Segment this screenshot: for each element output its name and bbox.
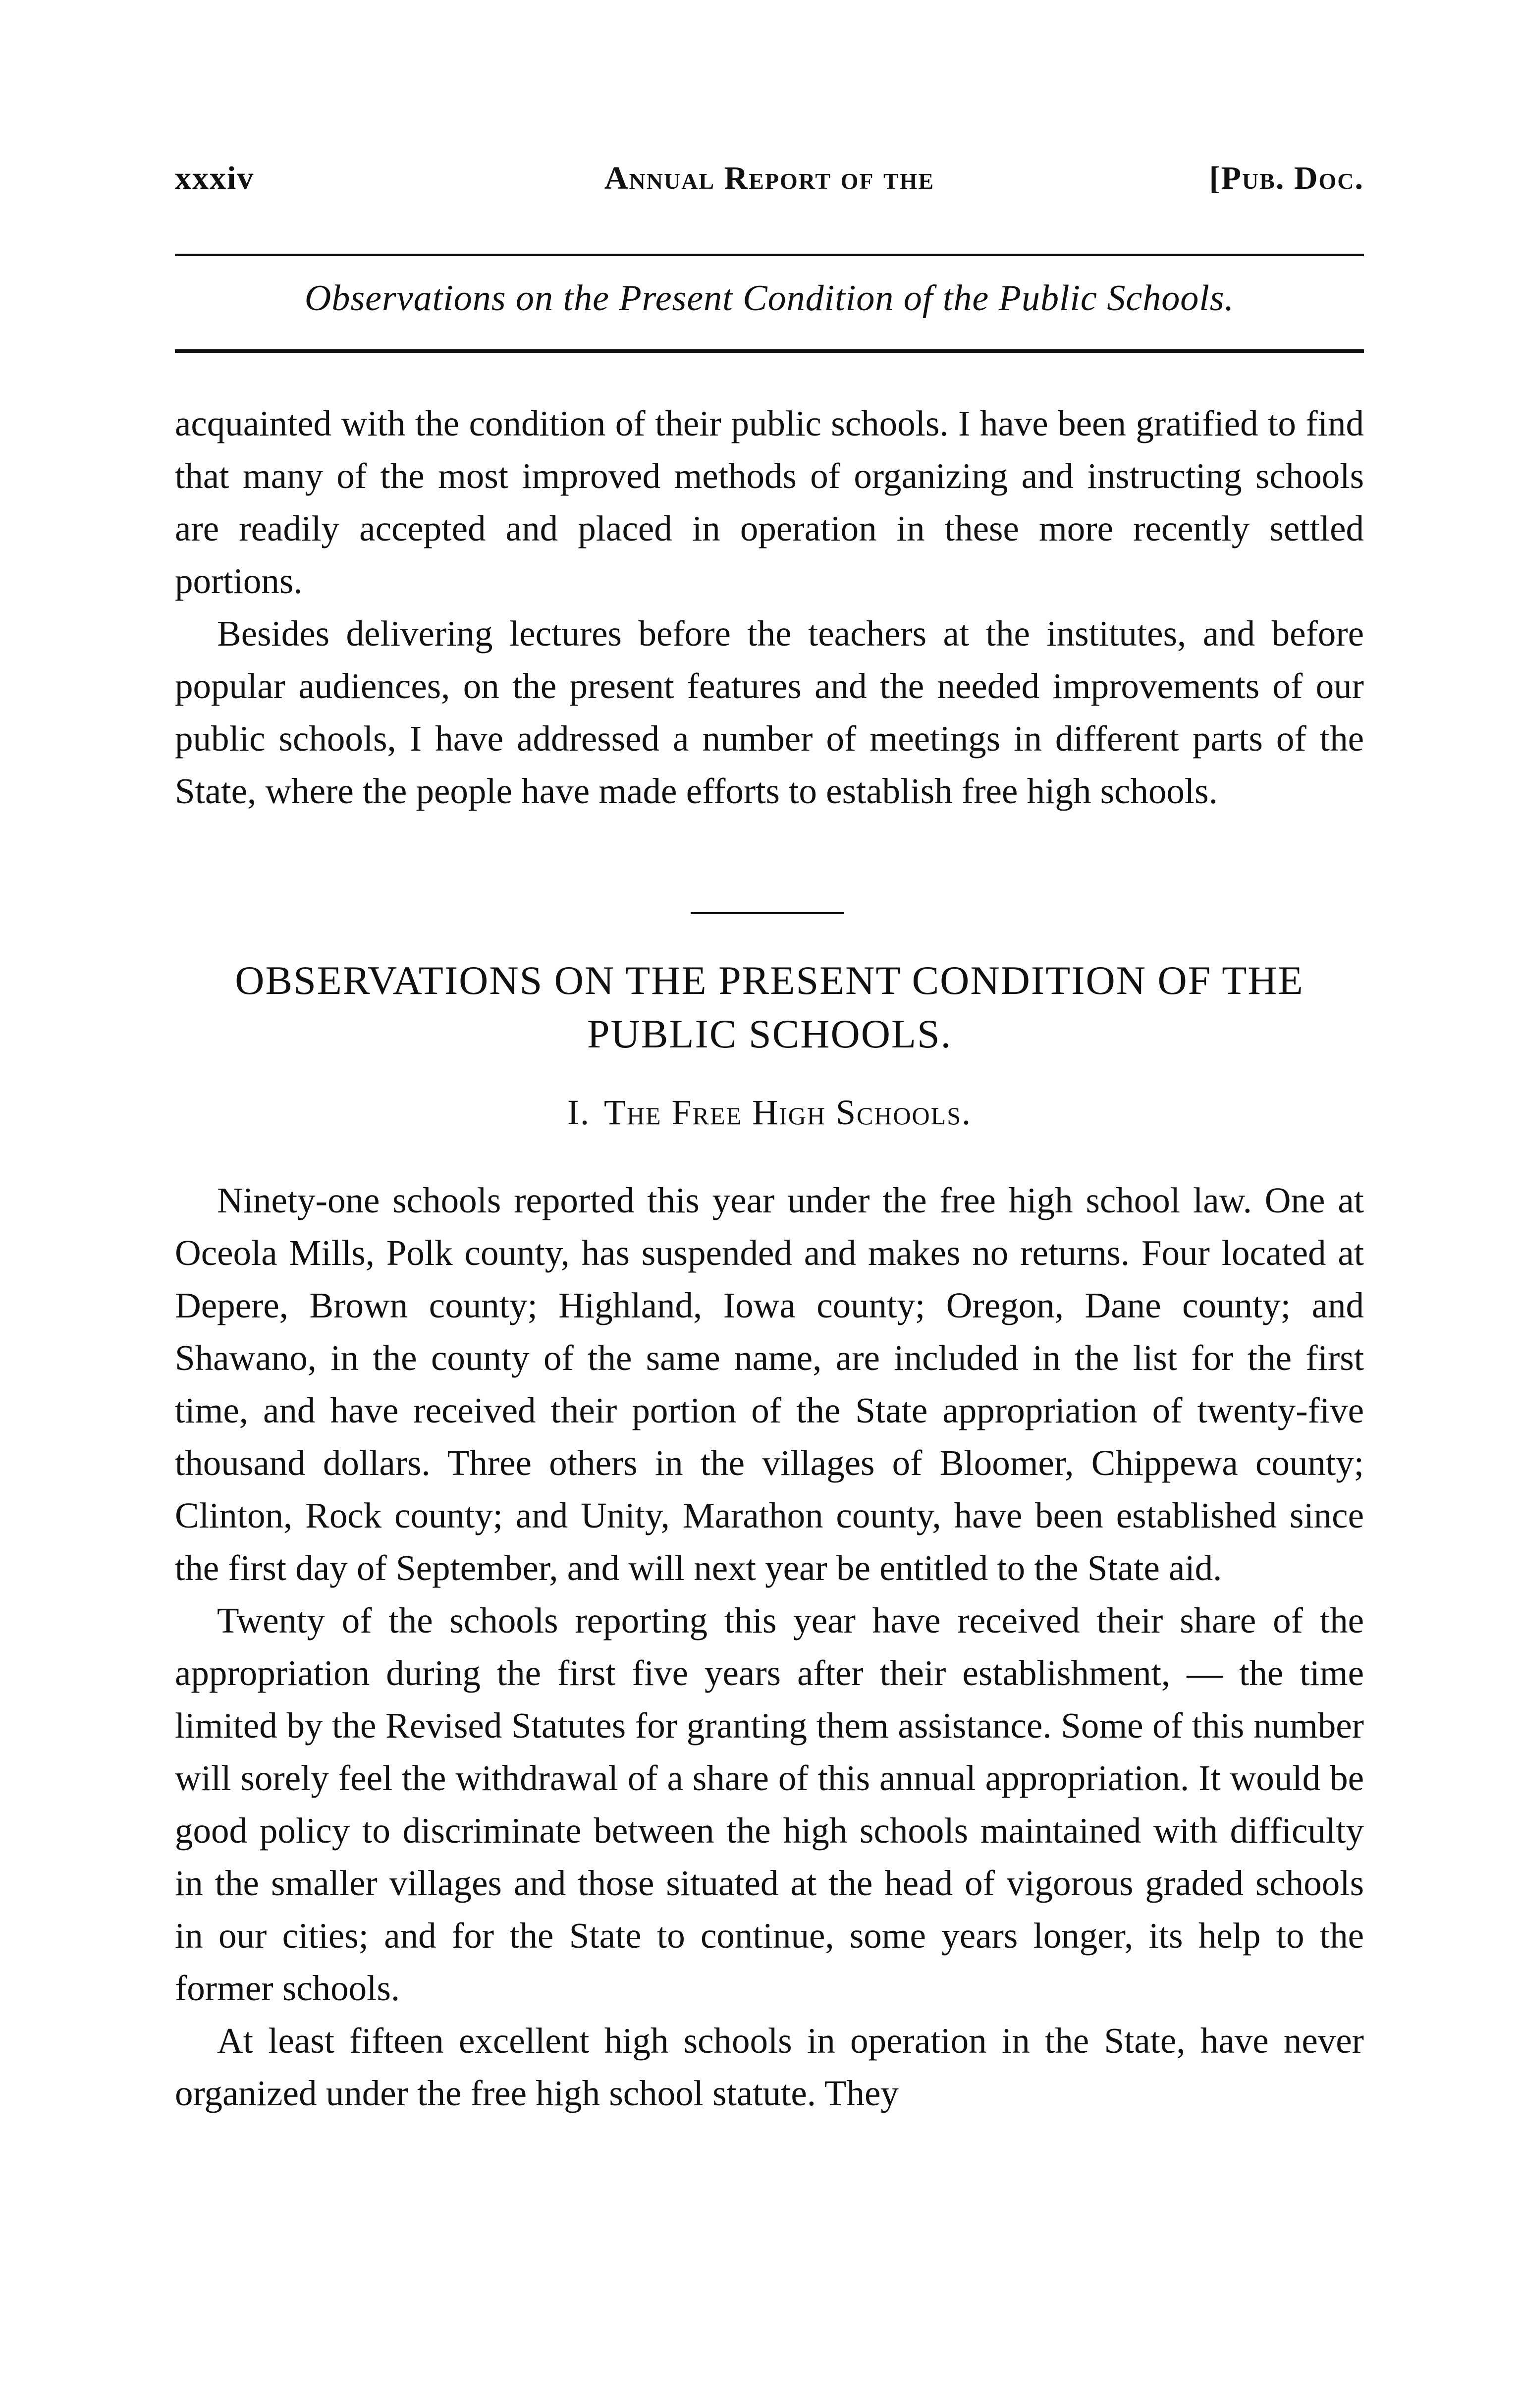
subsection-label: The Free High Schools. — [603, 1093, 972, 1132]
running-head-title: Annual Report of the — [604, 160, 935, 196]
running-subhead: Observations on the Present Condition of the Public Schools. — [304, 278, 1235, 319]
paragraph-lectures: Besides delivering lectures before the teachers at the institutes, and before popular audiences, on the present features and the needed improvements of our public schools, I have addressed a number of meetings in different parts of the State, where the people have made efforts to establish free high schools. — [175, 613, 1364, 811]
paragraph-ninety-one-schools: Ninety-one schools reported this year under the free high school law. One at Oceola Mills, Polk county, has suspended and makes no returns. Four located at Depere, Brown county; Highland, Iowa county; Oregon, Dane county; and Shawano, in the county of the same name, are included in the list for the first time, and have received their portion of the State appropriation of twenty-five thousand dollars. Three others in the villages of Bloomer, Chippewa county; Clinton, Rock county; and Unity, Marathon county, have been established since the first day of September, and will next year be entitled to the State aid. — [175, 1180, 1364, 1588]
continued-text — [175, 397, 1364, 818]
header-rule-top — [175, 254, 1364, 256]
paragraph-fifteen-schools: At least fifteen excellent high schools in operation in the State, have never organized under the free high school statute. They — [175, 2021, 1364, 2113]
section-divider — [691, 912, 844, 914]
page-number: xxxiv — [175, 160, 255, 196]
section-title: OBSERVATIONS ON THE PRESENT CONDITION OF THE PUBLIC SCHOOLS. — [235, 958, 1304, 1056]
running-head-document: [Pub. Doc. — [1209, 160, 1364, 196]
subsection-number: I. — [567, 1093, 590, 1132]
subsection-title — [175, 1092, 1364, 1133]
section-body — [175, 1174, 1364, 2120]
paragraph-continued: acquainted with the condition of their public schools. I have been gratified to find that many of the most improved methods of organizing and instructing schools are readily accepted and placed in operation in these more recently settled portions. — [175, 403, 1364, 601]
running-head — [175, 155, 1364, 204]
header-rule-bottom — [175, 349, 1364, 353]
paragraph-twenty-schools: Twenty of the schools reporting this year have received their share of the appropriation during the first five years after their establishment, — the time limited by the Revised Statutes for granting them assistance. Some of this number will sorely feel the withdrawal of a share of this annual appropriation. It would be good policy to discriminate between the high schools maintained with difficulty in the smaller villages and those situated at the head of vigorous graded schools in our cities; and for the State to continue, some years longer, its help to the former schools. — [175, 1600, 1364, 2008]
